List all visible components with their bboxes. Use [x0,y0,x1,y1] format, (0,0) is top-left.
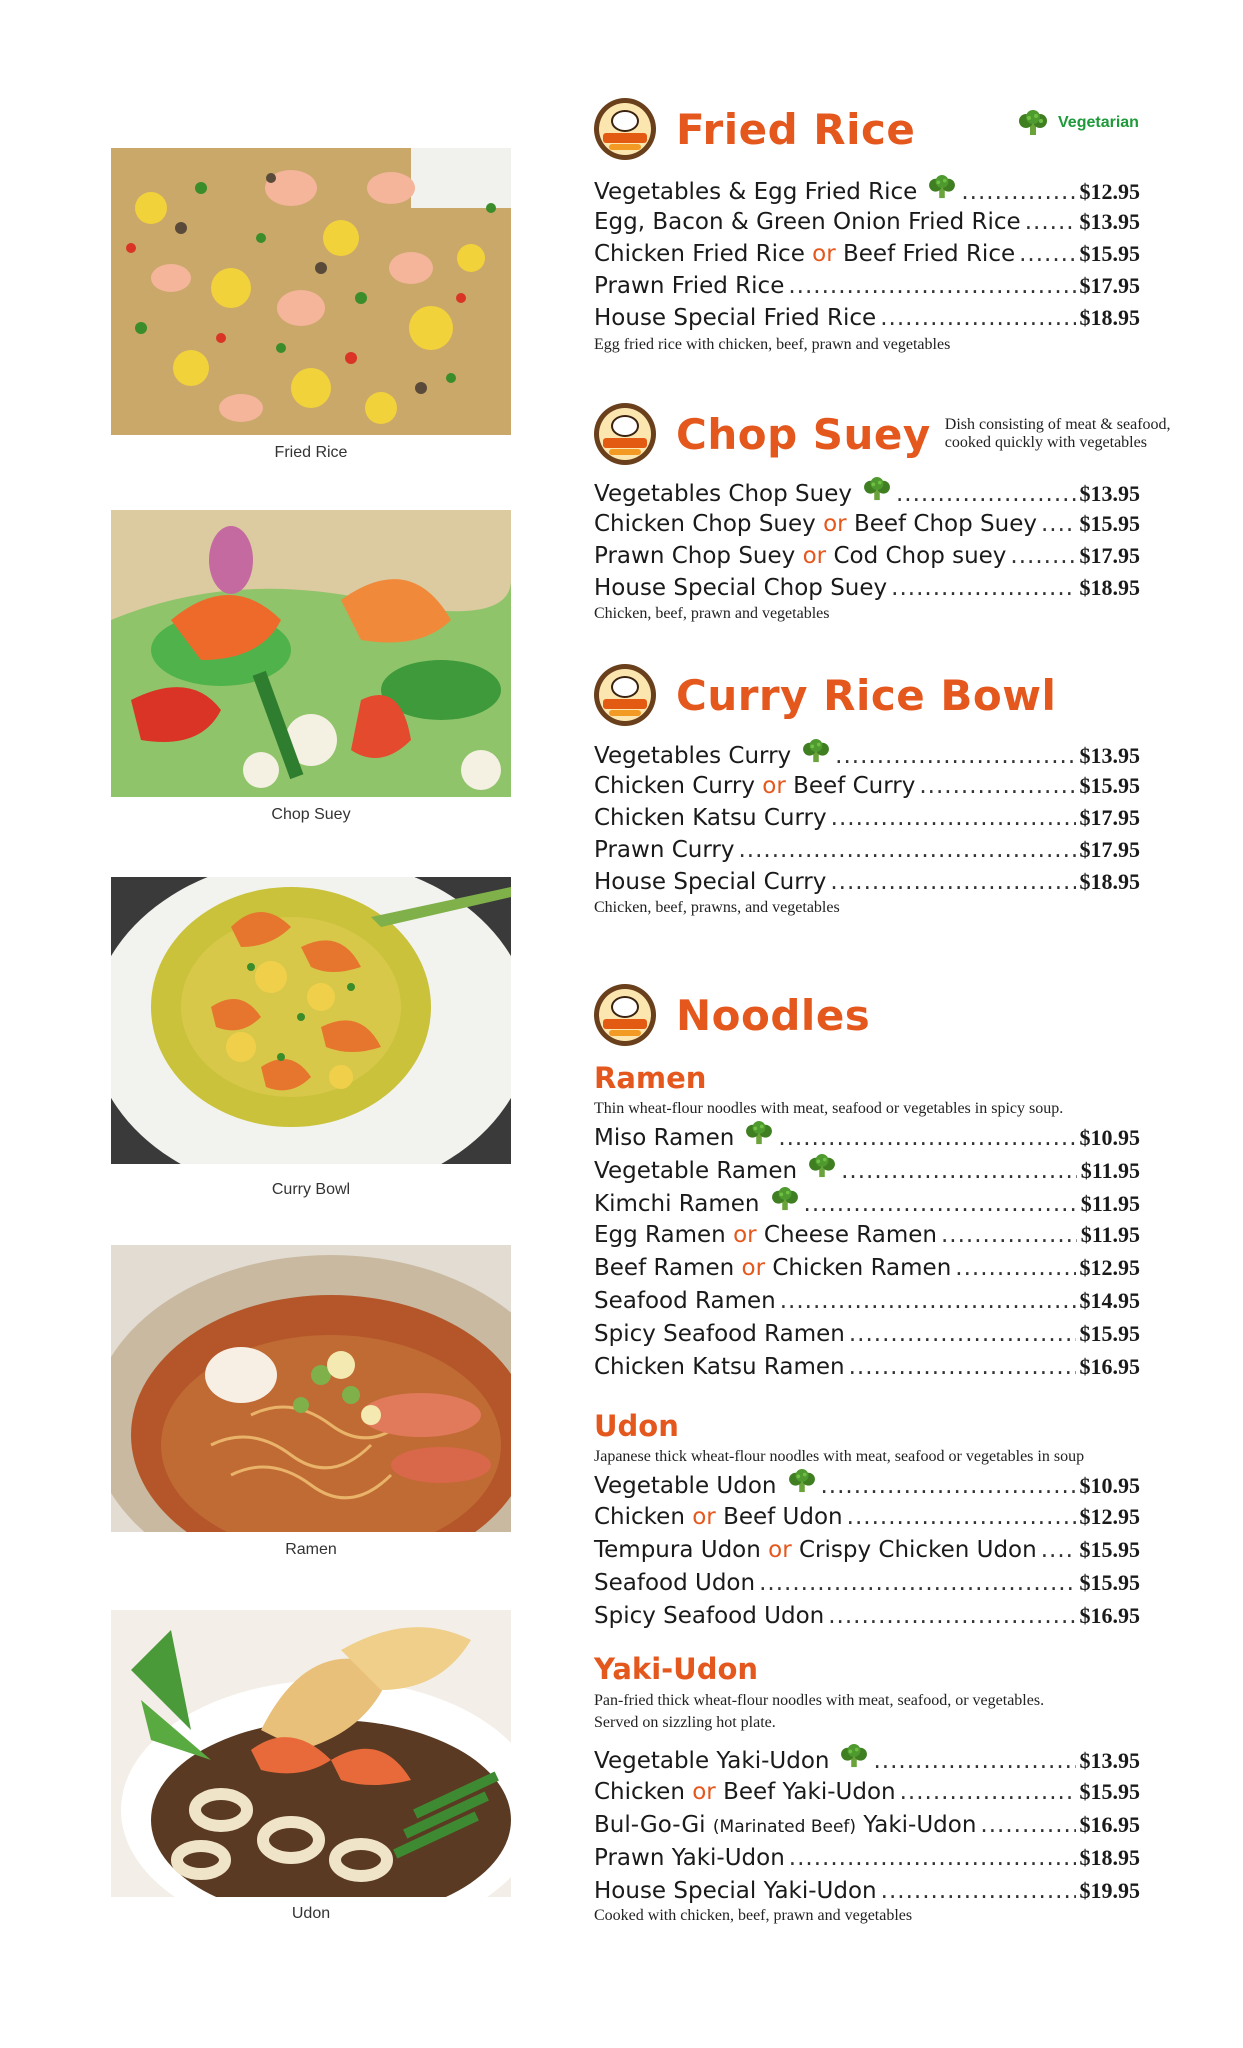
photo-caption-udon: Udon [291,1905,331,1922]
price: $10.95 [1079,1473,1140,1498]
subsection-description: Pan-fried thick wheat-flour noodles with meat, seafood, or vegetables. Served on sizzling hot plate. [594,1692,1045,1731]
price: $13.95 [1079,209,1140,234]
section-chop-suey-header [594,403,1171,465]
leader-dots [955,1253,1075,1283]
price: $16.95 [1079,1812,1140,1837]
broccoli-icon [927,175,957,199]
section-noodles-header [594,984,870,1046]
price: $15.95 [1079,241,1140,266]
menu-item: Chicken Chop Suey or Beef Chop Suey ..... $15.95 [594,509,1140,539]
menu-item: Tempura Udon or Crispy Chicken Udon ..... $15.95 [594,1535,1140,1565]
broccoli-icon [807,1154,837,1178]
menu-item: Seafood Udon ..... $15.95 [594,1568,1140,1598]
menu-item: Chicken Fried Rice or Beef Fried Rice ..... $15.95 [594,239,1140,269]
price: $14.95 [1079,1288,1140,1313]
price: $15.95 [1079,1779,1140,1804]
leader-dots [961,177,1075,207]
price: $13.95 [1079,481,1140,506]
menu-item: Vegetable Udon ..... $10.95 [594,1469,1140,1501]
price: $17.95 [1079,837,1140,862]
subsection-description: Thin wheat-flour noodles with meat, seafood or vegetables in spicy soup. [594,1100,1064,1117]
leader-dots [873,1746,1075,1776]
price: $11.95 [1080,1222,1140,1247]
section-fried-rice-header [594,98,915,160]
menu-item: Vegetables Curry ..... $13.95 [594,739,1140,771]
subsection-title-yaki-udon: Yaki-Udon [594,1652,759,1686]
menu-item: House Special Curry ..... $18.95 [594,867,1140,897]
menu-item: Chicken Curry or Beef Curry ..... $15.95 [594,771,1140,801]
menu-item: Chicken or Beef Yaki-Udon ..... $15.95 [594,1777,1140,1807]
menu-item: Spicy Seafood Ramen ..... $15.95 [594,1319,1140,1349]
price: $15.95 [1079,773,1140,798]
menu-item: House Special Chop Suey ..... $18.95 [594,573,1140,603]
menu-item: Vegetable Yaki-Udon ..... $13.95 [594,1744,1140,1776]
leader-dots [831,803,1076,833]
menu-item: Prawn Fried Rice ..... $17.95 [594,271,1140,301]
leader-dots [1025,207,1076,237]
leader-dots [778,1123,1075,1153]
broccoli-icon [1018,110,1048,136]
broccoli-icon [787,1469,817,1493]
photo-chop-suey [111,510,511,797]
leader-dots [881,1876,1076,1906]
leader-dots [841,1156,1077,1186]
price: $19.95 [1079,1878,1140,1903]
leader-dots [759,1568,1075,1598]
price: $17.95 [1079,273,1140,298]
menu-item: Vegetables & Egg Fried Rice ..... $12.95 [594,175,1140,207]
item-note: Chicken, beef, prawns, and vegetables [594,899,840,916]
price: $16.95 [1079,1354,1140,1379]
item-note: Cooked with chicken, beef, prawn and vegetables [594,1907,913,1924]
subsection-title-udon: Udon [594,1409,679,1443]
menu-item: House Special Fried Rice ..... $18.95 [594,303,1140,333]
price: $18.95 [1079,305,1140,330]
menu-item: Prawn Chop Suey or Cod Chop suey ..... $17.95 [594,541,1140,571]
leader-dots [804,1189,1077,1219]
leader-dots [821,1471,1076,1501]
brand-logo [594,664,656,726]
photo-caption-fried-rice: Fried Rice [274,444,348,461]
photo-caption-curry-bowl: Curry Bowl [271,1181,351,1198]
price: $18.95 [1079,869,1140,894]
menu-item: Prawn Yaki-Udon ..... $18.95 [594,1843,1140,1873]
leader-dots [900,1777,1076,1807]
leader-dots [980,1810,1075,1840]
broccoli-icon [801,739,831,763]
leader-dots [849,1352,1076,1382]
photo-udon [111,1610,511,1897]
section-title: Chop Suey [676,409,931,459]
menu-item: Chicken or Beef Udon ..... $12.95 [594,1502,1140,1532]
price: $15.95 [1079,1570,1140,1595]
vegetarian-label: Vegetarian [1058,114,1139,131]
price: $17.95 [1079,805,1140,830]
menu-item: Egg Ramen or Cheese Ramen ..... $11.95 [594,1220,1140,1250]
leader-dots [835,741,1075,771]
subsection-title-ramen: Ramen [594,1061,707,1095]
price: $12.95 [1079,1504,1140,1529]
menu-item: Prawn Curry ..... $17.95 [594,835,1140,865]
brand-logo [594,98,656,160]
section-title: Noodles [676,990,871,1040]
menu-item: Egg, Bacon & Green Onion Fried Rice ..... $13.95 [594,207,1140,237]
leader-dots [896,479,1076,509]
leader-dots [847,1502,1076,1532]
price: $13.95 [1079,1748,1140,1773]
price: $13.95 [1079,743,1140,768]
leader-dots [828,1601,1075,1631]
leader-dots [919,771,1075,801]
item-note: Egg fried rice with chicken, beef, prawn and vegetables [594,336,951,353]
menu-item: House Special Yaki-Udon ..... $19.95 [594,1876,1140,1906]
leader-dots [1041,509,1076,539]
menu-item: Kimchi Ramen ..... $11.95 [594,1187,1140,1219]
broccoli-icon [770,1187,800,1211]
price: $17.95 [1079,543,1140,568]
photo-ramen [111,1245,511,1532]
photo-curry-bowl [111,877,511,1164]
vegetarian-legend [1018,110,1139,136]
menu-item: Bul-Go-Gi (Marinated Beef) Yaki-Udon ..... $16.95 [594,1810,1140,1842]
price: $11.95 [1080,1191,1140,1216]
broccoli-icon [839,1744,869,1768]
price: $15.95 [1079,1537,1140,1562]
menu-item: Vegetable Ramen ..... $11.95 [594,1154,1140,1186]
brand-logo [594,984,656,1046]
menu-item: Miso Ramen ..... $10.95 [594,1121,1140,1153]
leader-dots [880,303,1075,333]
broccoli-icon [862,477,892,501]
menu-item: Vegetables Chop Suey ..... $13.95 [594,477,1140,509]
subsection-description: Japanese thick wheat-flour noodles with meat, seafood or vegetables in soup [594,1448,1085,1465]
photo-caption-chop-suey: Chop Suey [271,806,351,823]
menu-item: Spicy Seafood Udon ..... $16.95 [594,1601,1140,1631]
price: $18.95 [1079,1845,1140,1870]
photo-caption-ramen: Ramen [285,1541,337,1558]
leader-dots [891,573,1075,603]
broccoli-icon [744,1121,774,1145]
menu-item: Chicken Katsu Curry ..... $17.95 [594,803,1140,833]
section-title: Curry Rice Bowl [676,670,1057,720]
section-description: Dish consisting of meat & seafood, cooked quickly with vegetables [944,416,1171,451]
leader-dots [780,1286,1076,1316]
leader-dots [941,1220,1077,1250]
leader-dots [849,1319,1076,1349]
leader-dots [1019,239,1075,269]
price: $10.95 [1079,1125,1140,1150]
menu-item: Beef Ramen or Chicken Ramen ..... $12.95 [594,1253,1140,1283]
price: $18.95 [1079,575,1140,600]
item-note: Chicken, beef, prawn and vegetables [594,605,830,622]
leader-dots [738,835,1075,865]
leader-dots [1041,1535,1076,1565]
leader-dots [830,867,1075,897]
leader-dots [788,271,1075,301]
section-title: Fried Rice [676,104,916,154]
photo-fried-rice [111,148,511,435]
price: $15.95 [1079,511,1140,536]
price: $11.95 [1080,1158,1140,1183]
menu-item: Seafood Ramen ..... $14.95 [594,1286,1140,1316]
section-curry-header [594,664,1056,726]
leader-dots [789,1843,1076,1873]
price: $12.95 [1079,179,1140,204]
brand-logo [594,403,656,465]
price: $16.95 [1079,1603,1140,1628]
leader-dots [1010,541,1075,571]
price: $15.95 [1079,1321,1140,1346]
menu-item: Chicken Katsu Ramen ..... $16.95 [594,1352,1140,1382]
price: $12.95 [1079,1255,1140,1280]
